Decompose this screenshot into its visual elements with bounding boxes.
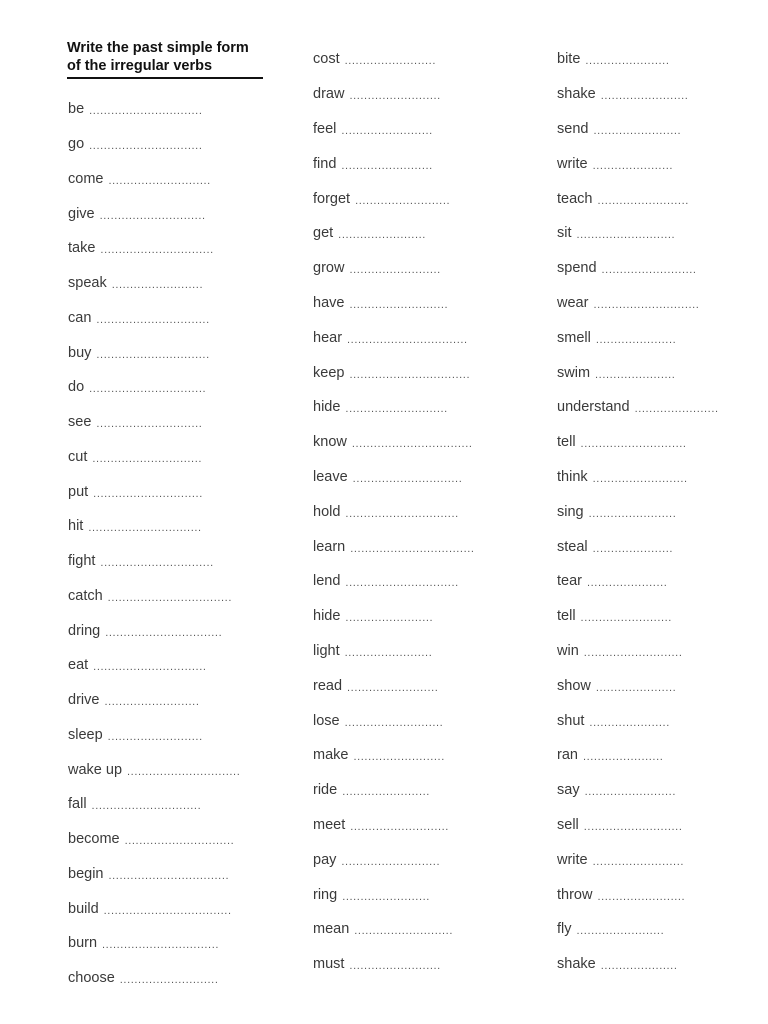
answer-blank: ................................	[102, 939, 220, 952]
verb-label: cost	[313, 51, 340, 68]
verb-label: burn	[68, 935, 98, 952]
verb-label: begin	[68, 865, 104, 882]
verb-row	[557, 320, 719, 355]
answer-blank: ......................	[587, 577, 668, 590]
verb-label: ride	[313, 782, 338, 799]
verb-row	[68, 370, 240, 405]
answer-blank: .........................	[349, 960, 441, 973]
answer-blank: .........................	[344, 55, 436, 68]
verb-label: forget	[313, 190, 351, 207]
verb-row	[313, 564, 475, 599]
answer-blank: ...........................	[576, 229, 676, 242]
verb-label: lend	[313, 573, 341, 590]
verb-label: steal	[557, 538, 588, 555]
answer-blank: ........................	[576, 925, 665, 938]
answer-blank: ......................	[582, 751, 664, 764]
answer-blank: ..............................	[124, 835, 235, 848]
verb-label: say	[557, 782, 580, 799]
answer-blank: ............................	[108, 174, 211, 187]
answer-blank: ...........................	[583, 646, 683, 659]
answer-blank: ........................	[345, 612, 434, 625]
verb-label: sing	[557, 503, 584, 520]
answer-blank: .................................	[108, 869, 230, 882]
answer-blank: ...............................	[127, 765, 241, 778]
verb-row	[68, 926, 240, 961]
verb-row	[313, 842, 475, 877]
verb-row	[557, 460, 719, 495]
verb-label: swim	[557, 364, 591, 381]
answer-blank: ...............................	[93, 661, 207, 674]
answer-blank: .........................	[353, 751, 445, 764]
verb-row	[313, 146, 475, 181]
title-line-1: Write the past simple form	[67, 40, 249, 56]
verb-row	[68, 92, 240, 127]
answer-blank: .............................	[580, 438, 687, 451]
answer-blank: ...............................	[89, 105, 203, 118]
verb-label: hide	[313, 608, 341, 625]
verb-row	[68, 718, 240, 753]
answer-blank: ........................	[344, 646, 433, 659]
answer-blank: ..........................	[601, 264, 697, 277]
verb-row	[557, 425, 719, 460]
answer-blank: .........................	[592, 855, 685, 868]
verb-label: wear	[557, 294, 589, 311]
verb-label: write	[557, 851, 588, 868]
verb-label: know	[313, 434, 347, 451]
answer-blank: ........................	[338, 229, 426, 242]
verb-row	[68, 891, 240, 926]
verb-label: see	[68, 414, 92, 431]
verb-row	[557, 286, 719, 321]
verb-row	[313, 425, 475, 460]
verb-row	[68, 301, 240, 336]
answer-blank: ...........................	[354, 925, 453, 938]
answer-blank: ..........................	[104, 696, 200, 709]
verb-label: shake	[557, 86, 596, 103]
answer-blank: .........................	[349, 90, 441, 103]
answer-blank: .........................	[341, 124, 433, 137]
verb-label: shut	[557, 712, 585, 729]
verb-label: leave	[313, 468, 348, 485]
verb-row	[557, 112, 719, 147]
answer-blank: ..................................	[350, 542, 475, 555]
answer-blank: ...........................	[341, 855, 441, 868]
verb-label: tear	[557, 573, 582, 590]
verb-label: speak	[68, 275, 107, 292]
verb-label: sit	[557, 225, 572, 242]
verb-label: hear	[313, 329, 343, 346]
verb-row	[68, 544, 240, 579]
verb-row	[313, 460, 475, 495]
verb-label: throw	[557, 886, 593, 903]
verb-label: must	[313, 956, 345, 973]
verb-row	[557, 912, 719, 947]
verb-label: have	[313, 294, 345, 311]
verb-label: come	[68, 170, 104, 187]
verb-row	[68, 857, 240, 892]
answer-blank: ...........................	[119, 974, 219, 987]
answer-blank: ...............................	[345, 507, 459, 520]
verb-row	[313, 738, 475, 773]
verb-row	[557, 77, 719, 112]
verb-label: give	[68, 205, 95, 222]
answer-blank: ...........................	[349, 298, 449, 311]
verb-row	[68, 335, 240, 370]
verb-row	[557, 877, 719, 912]
verb-row	[68, 440, 240, 475]
verb-row	[313, 42, 475, 77]
verb-label: send	[557, 120, 589, 137]
verb-row	[313, 286, 475, 321]
verb-row	[68, 787, 240, 822]
answer-blank: ........................	[600, 90, 689, 103]
answer-blank: ......................	[592, 542, 674, 555]
answer-blank: ...................................	[103, 904, 232, 917]
verb-label: think	[557, 468, 588, 485]
answer-blank: ........................	[593, 124, 682, 137]
answer-blank: .......................	[634, 403, 719, 416]
verb-row	[313, 668, 475, 703]
verb-label: hold	[313, 503, 341, 520]
verb-row	[68, 509, 240, 544]
verb-row	[313, 634, 475, 669]
answer-blank: ................................	[89, 383, 207, 396]
verb-label: can	[68, 309, 92, 326]
verb-row	[68, 613, 240, 648]
verb-row	[557, 251, 719, 286]
verb-row	[313, 390, 475, 425]
answer-blank: .........................	[584, 786, 676, 799]
verb-label: buy	[68, 344, 92, 361]
answer-blank: ........................	[588, 507, 677, 520]
verb-column-3	[557, 42, 719, 982]
verb-row	[313, 216, 475, 251]
answer-blank: ..........................	[592, 472, 688, 485]
verb-label: light	[313, 642, 340, 659]
answer-blank: ...............................	[100, 557, 214, 570]
verb-label: tell	[557, 434, 576, 451]
answer-blank: .................................	[349, 368, 471, 381]
verb-label: wake up	[68, 761, 123, 778]
verb-row	[313, 773, 475, 808]
verb-row	[313, 947, 475, 982]
answer-blank: .............................	[99, 209, 206, 222]
answer-blank: ...............................	[88, 522, 202, 535]
verb-label: fly	[557, 921, 572, 938]
answer-blank: .............................	[593, 298, 700, 311]
verb-label: become	[68, 831, 120, 848]
verb-row	[68, 196, 240, 231]
verb-row	[313, 320, 475, 355]
verb-label: sleep	[68, 726, 103, 743]
answer-blank: ...........................	[583, 820, 683, 833]
verb-label: learn	[313, 538, 346, 555]
verb-row	[68, 961, 240, 996]
verb-label: spend	[557, 260, 597, 277]
verb-row	[68, 752, 240, 787]
verb-label: hide	[313, 399, 341, 416]
answer-blank: .................................	[347, 333, 468, 346]
verb-label: catch	[68, 587, 103, 604]
verb-label: ran	[557, 747, 578, 764]
answer-blank: ...............................	[345, 577, 459, 590]
verb-label: shake	[557, 956, 596, 973]
answer-blank: ......................	[595, 368, 676, 381]
verb-label: go	[68, 136, 85, 153]
verb-label: cut	[68, 448, 88, 465]
answer-blank: ......................	[589, 716, 670, 729]
verb-label: understand	[557, 399, 630, 416]
verb-label: fall	[68, 796, 87, 813]
answer-blank: .........................	[349, 264, 441, 277]
verb-row	[557, 564, 719, 599]
verb-label: make	[313, 747, 349, 764]
verb-row	[557, 529, 719, 564]
verb-row	[313, 703, 475, 738]
verb-label: be	[68, 101, 85, 118]
answer-blank: ..............................	[92, 452, 203, 465]
answer-blank: .........................	[580, 612, 672, 625]
answer-blank: ..........................	[107, 730, 203, 743]
answer-blank: ......................	[595, 333, 677, 346]
answer-blank: ..............................	[93, 487, 203, 500]
verb-label: teach	[557, 190, 593, 207]
verb-label: smell	[557, 329, 591, 346]
verb-row	[557, 216, 719, 251]
verb-row	[557, 738, 719, 773]
answer-blank: ...............................	[96, 313, 210, 326]
verb-label: eat	[68, 657, 89, 674]
verb-row	[557, 390, 719, 425]
answer-blank: ..................................	[107, 591, 232, 604]
verb-label: choose	[68, 970, 115, 987]
verb-row	[313, 251, 475, 286]
verb-label: mean	[313, 921, 350, 938]
verb-label: dring	[68, 622, 101, 639]
verb-row	[313, 355, 475, 390]
answer-blank: ...........................	[344, 716, 444, 729]
verb-row	[557, 146, 719, 181]
verb-row	[313, 599, 475, 634]
answer-blank: ...............................	[96, 348, 210, 361]
verb-row	[557, 599, 719, 634]
answer-blank: ............................	[345, 403, 448, 416]
verb-label: pay	[313, 851, 337, 868]
verb-row	[313, 912, 475, 947]
answer-blank: ..........................	[355, 194, 451, 207]
verb-label: hit	[68, 518, 84, 535]
answer-blank: ......................	[595, 681, 677, 694]
worksheet-title	[67, 39, 263, 79]
verb-row	[68, 127, 240, 162]
answer-blank: ...........................	[350, 820, 449, 833]
verb-column-2	[313, 42, 475, 982]
verb-label: fight	[68, 553, 96, 570]
verb-row	[68, 822, 240, 857]
verb-row	[313, 112, 475, 147]
verb-row	[313, 181, 475, 216]
verb-row	[557, 181, 719, 216]
verb-row	[313, 494, 475, 529]
answer-blank: ........................	[342, 890, 430, 903]
verb-label: write	[557, 155, 588, 172]
verb-label: do	[68, 379, 85, 396]
answer-blank: .........................	[347, 681, 439, 694]
verb-label: feel	[313, 120, 337, 137]
verb-row	[557, 842, 719, 877]
verb-row	[68, 162, 240, 197]
verb-row	[313, 808, 475, 843]
verb-row	[557, 355, 719, 390]
verb-label: draw	[313, 86, 345, 103]
answer-blank: ........................	[342, 786, 430, 799]
answer-blank: .....................	[600, 960, 678, 973]
verb-row	[557, 634, 719, 669]
verb-label: lose	[313, 712, 340, 729]
verb-row	[557, 42, 719, 77]
verb-row	[557, 703, 719, 738]
verb-label: tell	[557, 608, 576, 625]
verb-label: read	[313, 677, 343, 694]
verb-label: show	[557, 677, 591, 694]
verb-label: put	[68, 483, 89, 500]
answer-blank: .........................	[111, 279, 204, 292]
verb-label: build	[68, 900, 99, 917]
answer-blank: ...............................	[89, 140, 203, 153]
answer-blank: .............................	[96, 418, 203, 431]
answer-blank: ......................	[592, 159, 674, 172]
verb-row	[313, 529, 475, 564]
verb-row	[313, 877, 475, 912]
verb-row	[68, 474, 240, 509]
verb-row	[557, 494, 719, 529]
verb-row	[68, 231, 240, 266]
verb-row	[68, 405, 240, 440]
verb-row	[557, 668, 719, 703]
verb-row	[557, 947, 719, 982]
verb-label: meet	[313, 816, 346, 833]
answer-blank: .........................	[341, 159, 433, 172]
title-line-2: of the irregular verbs	[67, 58, 213, 74]
verb-label: bite	[557, 51, 581, 68]
verb-label: sell	[557, 816, 579, 833]
verb-row	[68, 683, 240, 718]
verb-row	[68, 648, 240, 683]
verb-column-1	[68, 92, 240, 996]
verb-row	[68, 266, 240, 301]
verb-row	[557, 808, 719, 843]
verb-row	[557, 773, 719, 808]
verb-label: get	[313, 225, 334, 242]
answer-blank: .........................	[597, 194, 689, 207]
verb-label: keep	[313, 364, 345, 381]
verb-label: take	[68, 240, 96, 257]
verb-label: grow	[313, 260, 345, 277]
answer-blank: .................................	[351, 438, 473, 451]
verb-label: ring	[313, 886, 338, 903]
verb-row	[68, 579, 240, 614]
verb-label: find	[313, 155, 337, 172]
answer-blank: ...............................	[100, 244, 214, 257]
verb-label: win	[557, 642, 579, 659]
answer-blank: ................................	[105, 626, 223, 639]
verb-label: drive	[68, 692, 100, 709]
answer-blank: .......................	[585, 55, 670, 68]
verb-row	[313, 77, 475, 112]
answer-blank: ..............................	[352, 472, 463, 485]
answer-blank: ..............................	[91, 800, 202, 813]
answer-blank: ........................	[597, 890, 686, 903]
